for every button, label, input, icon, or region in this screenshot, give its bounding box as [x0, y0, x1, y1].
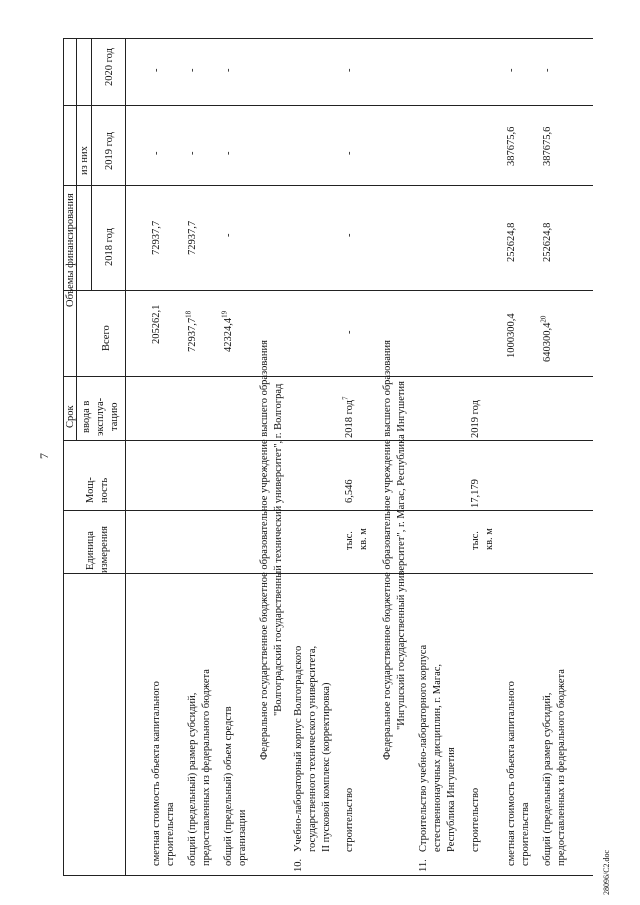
header-2018: 2018 год: [104, 228, 115, 266]
row11b-term: 2019 год: [470, 400, 481, 438]
row12-2018: 252624,8: [506, 222, 517, 262]
row2-label-1: общий (предельный) размер субсидий,: [187, 692, 198, 866]
header-term-4: тацию: [109, 402, 120, 431]
row10b-power: 6,546: [344, 479, 355, 503]
row11-label-2: естественнонаучных дисциплин, г. Магас,: [432, 663, 443, 852]
row10b-2020: -: [344, 68, 355, 72]
row2-2019: -: [187, 151, 198, 155]
header-power-2: ность: [99, 477, 110, 503]
row11-number: 11.: [418, 859, 429, 872]
row1-total: 205262,1: [151, 304, 162, 344]
row10b-unit-1: тыс.: [344, 531, 355, 550]
row3-2018: -: [223, 233, 234, 237]
row1-label-2: строительства: [165, 802, 176, 866]
row10b-2019: -: [344, 151, 355, 155]
row1-label-1: сметная стоимость объекта капитального: [151, 681, 162, 866]
row1-2019: -: [151, 151, 162, 155]
row3-footnote: 19: [220, 310, 229, 318]
header-unit-2: измерения: [99, 526, 110, 573]
row3-2019: -: [223, 151, 234, 155]
row2-label-2: предоставленных из федерального бюджета: [201, 669, 212, 866]
row13-footnote: 20: [539, 315, 548, 323]
col-divider-unit: [63, 573, 593, 574]
header-of-them: из них: [79, 146, 90, 175]
funding-sub-line: [91, 38, 92, 290]
row1-2018: 72937,7: [151, 220, 162, 255]
row10b-2018: -: [344, 233, 355, 237]
row2-footnote: 18: [184, 310, 193, 318]
header-term-2: ввода в: [81, 400, 92, 433]
header-term-3: эксплуа-: [95, 397, 106, 436]
col-divider-power: [63, 510, 593, 511]
row2-2020: -: [187, 68, 198, 72]
row10b-term: 2018 год$^7$: [341, 396, 355, 438]
row10b-label: строительство: [344, 787, 355, 852]
row2-2018: 72937,7: [187, 220, 198, 255]
col-divider-2018: [63, 290, 593, 291]
header-unit-1: Единица: [85, 531, 96, 570]
col-divider-2020: [63, 105, 593, 106]
row12-total: 1000300,4: [506, 313, 517, 358]
row10b-footnote: 7: [341, 396, 350, 401]
section-ingush-2: "Ингушский государственный университет", г. Магас, Республика Ингушетия: [396, 381, 407, 730]
row10-label-2: государственного технического университета,: [307, 645, 318, 852]
row12-label-1: сметная стоимость объекта капитального: [506, 681, 517, 866]
row10-number: 10.: [293, 858, 304, 872]
row10-label-3: II пусковой комплекс (корректировка): [321, 682, 332, 852]
row3-2020: -: [223, 68, 234, 72]
col-divider-2019: [63, 185, 593, 186]
page-number: 7: [37, 453, 51, 459]
row1-2020: -: [151, 68, 162, 72]
row13-total: 640300,4$^{20}$: [539, 315, 553, 362]
section-volgograd-2: "Волгоградский государственный технический университет", г. Волгоград: [273, 383, 284, 716]
row12-2019: 387675,6: [506, 126, 517, 166]
header-bottom-line: [125, 38, 126, 875]
row10b-unit-2: кв. м: [358, 528, 369, 550]
row11-label-3: Республика Ингушетия: [446, 747, 457, 852]
header-funding: Объемы финансирования: [65, 193, 76, 307]
header-2019: 2019 год: [104, 132, 115, 170]
row13-label-2: предоставленных из федерального бюджета: [556, 669, 567, 866]
row11-label-1: Строительство учебно-лабораторного корпуса: [418, 644, 429, 852]
row13-2019: 387675,6: [542, 126, 553, 166]
row13-label-1: общий (предельный) размер субсидий,: [542, 692, 553, 866]
footer-code: 28096/C2.doc: [602, 849, 611, 895]
row11b-label: строительство: [470, 787, 481, 852]
row10-label-1: Учебно-лабораторный корпус Волгоградского: [293, 645, 304, 852]
row12-label-2: строительства: [520, 802, 531, 866]
col-divider-total: [63, 376, 593, 377]
row2-total: 72937,7$^{18}$: [184, 310, 198, 352]
col-divider-term: [63, 440, 593, 441]
table-bottom-border: [63, 875, 593, 876]
row11b-power: 17,179: [470, 479, 481, 508]
row3-label-1: общий (предельный) объем средств: [223, 706, 234, 866]
header-term-1: Срок: [65, 405, 76, 428]
table-top-border: [63, 38, 593, 39]
row11b-unit-2: кв. м: [484, 528, 495, 550]
row11b-unit-1: тыс.: [470, 531, 481, 550]
row13-2018: 252624,8: [542, 222, 553, 262]
section-volgograd-1: Федеральное государственное бюджетное образовательное учреждение высшего образования: [259, 340, 270, 760]
row12-2020: -: [506, 68, 517, 72]
section-ingush-1: Федеральное государственное бюджетное образовательное учреждение высшего образования: [382, 340, 393, 760]
row3-label-2: организации: [237, 809, 248, 866]
row3-total: 42324,4$^{19}$: [220, 310, 234, 352]
row10b-total: -: [344, 330, 355, 334]
header-power-1: Мощ-: [85, 477, 96, 503]
header-2020: 2020 год: [104, 48, 115, 86]
row13-2020: -: [542, 68, 553, 72]
table-left-border: [63, 38, 64, 875]
header-total: Всего: [101, 325, 112, 351]
